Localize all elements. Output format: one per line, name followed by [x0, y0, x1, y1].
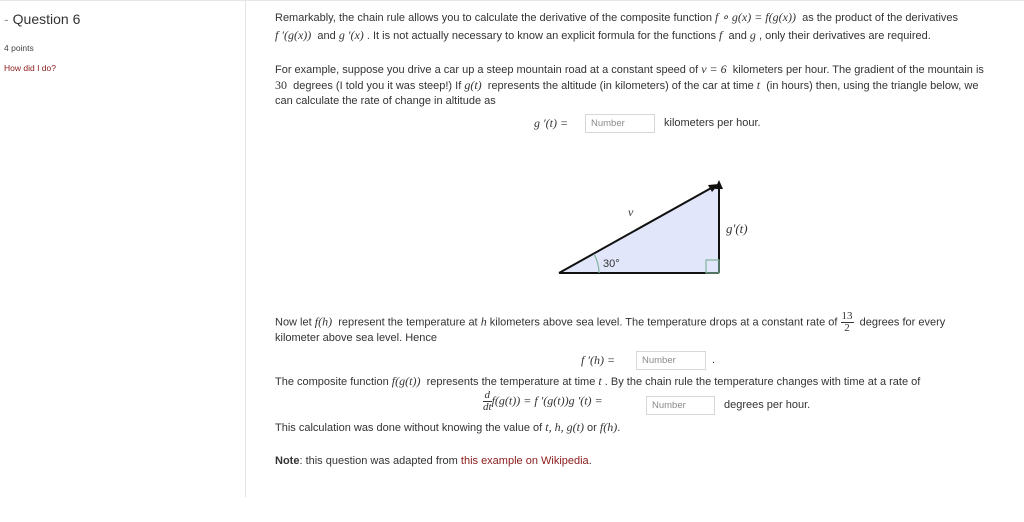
example-line-3: can calculate the rate of change in altitude as	[275, 95, 496, 107]
hypotenuse-label: v	[628, 205, 634, 219]
temp-math-h: h	[480, 314, 487, 329]
answer3-equation	[483, 390, 603, 413]
temp-rate-fraction	[841, 311, 854, 334]
summary-math-fh: f(h)	[599, 420, 618, 434]
collapse-icon[interactable]: -	[4, 11, 9, 27]
derivative-operator	[483, 390, 492, 413]
note-label: Note	[275, 455, 300, 467]
intro-math-f: f	[719, 28, 723, 42]
intro-text-c: and	[317, 30, 336, 42]
temp-text-4: degrees for every	[859, 316, 946, 329]
composite-text-2: represents the temperature at time	[426, 376, 596, 388]
intro-math-fprime: f ′(g(x))	[275, 28, 312, 42]
composite-math-t: t	[598, 374, 602, 388]
answer3-unit: degrees per hour.	[724, 399, 811, 411]
question-sidebar	[0, 0, 246, 497]
intro-text-a: Remarkably, the chain rule allows you to calculate the derivative of the composite function	[275, 12, 712, 24]
side-label: g′(t)	[726, 221, 748, 236]
example-text-1: For example, suppose you drive a car up a steep mountain road at a constant speed of	[275, 64, 699, 76]
answer1-input[interactable]	[585, 114, 655, 133]
answer2-period: .	[712, 354, 716, 366]
intro-math-g: g	[749, 28, 756, 42]
intro-math-composite: f ∘ g(x) = f(g(x))	[715, 10, 796, 24]
intro-text-e: and	[728, 30, 747, 42]
example-text-2: kilometers per hour. The gradient of the mountain is	[732, 64, 984, 76]
composite-text-1: The composite function	[275, 376, 389, 388]
how-did-i-do-link[interactable]: How did I do?	[4, 63, 56, 73]
intro-line-2	[275, 27, 931, 45]
summary-text-1: This calculation was done without knowing the value of	[275, 422, 543, 434]
note-text: : this question was adapted from	[299, 455, 458, 467]
example-text-3: degrees (I told you it was steep!) If	[293, 80, 462, 92]
question-title-text: Question 6	[12, 11, 81, 27]
intro-text-d: . It is not actually necessary to know an explicit formula for the functions	[366, 30, 716, 42]
derivative-denominator: dt	[483, 401, 492, 413]
example-math-angle: 30	[275, 78, 287, 92]
example-text-4: represents the altitude (in kilometers) of the car at time	[487, 80, 754, 92]
summary-text-2: or	[587, 422, 597, 434]
wikipedia-link[interactable]: this example on Wikipedia	[460, 455, 589, 467]
temp-math-fh: f(h)	[314, 314, 333, 329]
answer2-label: f ′(h) =	[581, 353, 616, 367]
angle-label: 30°	[603, 258, 620, 270]
answer3-label: f(g(t)) = f ′(g(t))g ′(t) =	[491, 393, 603, 408]
question-title[interactable]	[4, 11, 80, 27]
derivative-numerator: d	[484, 389, 491, 401]
fraction-numerator: 13	[841, 310, 853, 322]
answer3-input[interactable]	[646, 396, 715, 415]
summary-line	[275, 419, 620, 437]
intro-text-f: , only their derivatives are required.	[758, 30, 931, 42]
temp-text-3: kilometers above sea level. The temperature drops at a constant rate of	[489, 316, 838, 329]
intro-math-gprime: g ′(x)	[338, 28, 364, 42]
answer1-label: g ′(t) =	[534, 116, 569, 130]
intro-text-b: as the product of the derivatives	[802, 12, 959, 24]
temp-text-2: represent the temperature at	[338, 316, 478, 329]
temperature-line-2: kilometer above sea level. Hence	[275, 332, 438, 344]
answer1-unit: kilometers per hour.	[664, 117, 761, 129]
example-math-t: t	[756, 78, 761, 92]
note-end: .	[588, 455, 592, 467]
composite-line	[275, 373, 920, 391]
temp-text-1: Now let	[275, 316, 312, 329]
example-math-gt: g(t)	[464, 78, 482, 92]
example-text-5: (in hours) then, using the triangle below, we	[766, 80, 979, 92]
summary-math-vars: t, h, g(t)	[545, 420, 584, 434]
question-points: 4 points	[4, 43, 34, 53]
summary-text-3: .	[617, 422, 621, 434]
composite-math-fgt: f(g(t))	[391, 374, 421, 388]
fraction-denominator: 2	[844, 322, 850, 334]
note	[275, 453, 592, 470]
answer2-input[interactable]	[636, 351, 706, 370]
example-math-speed: v = 6	[701, 62, 727, 76]
intro-line-1	[275, 9, 958, 27]
composite-text-3: . By the chain rule the temperature changes with time at a rate of	[604, 376, 921, 388]
triangle-diagram	[545, 170, 748, 285]
